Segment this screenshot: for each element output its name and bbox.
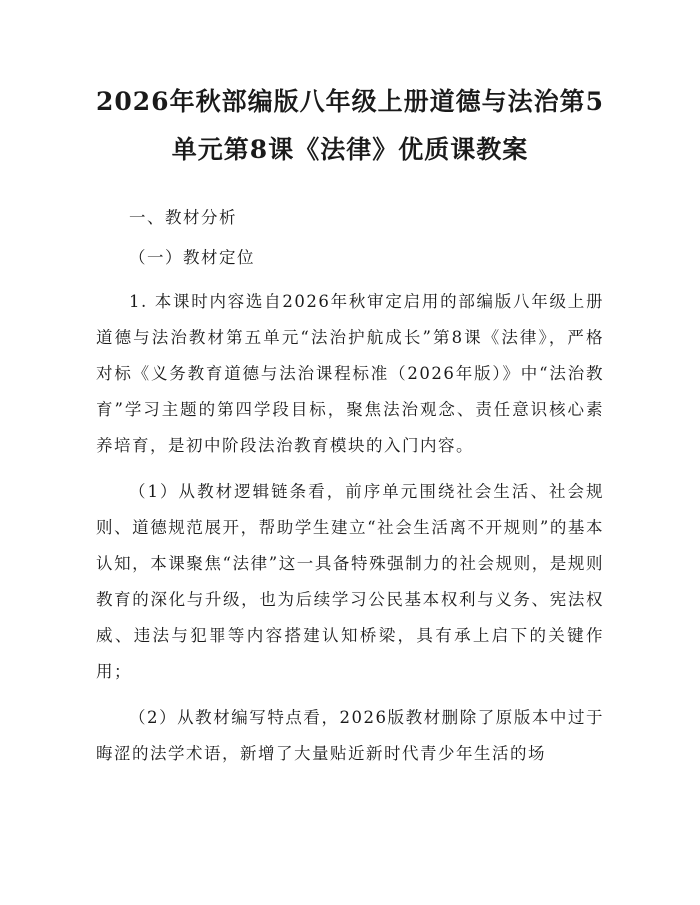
document-title <box>96 78 604 174</box>
subsection-heading: （一）教材定位 <box>129 248 255 267</box>
title-line-1: 2026年秋部编版八年级上册道德与法治第5 <box>96 87 604 116</box>
paragraph-3: （2）从教材编写特点看，2026版教材删除了原版本中过于晦涩的法学术语，新增了大量贴近新时代青少年生活的场 <box>96 708 604 763</box>
title-line-2: 单元第8课《法律》优质课教案 <box>171 135 529 164</box>
paragraph-2: （1）从教材逻辑链条看，前序单元围绕社会生活、社会规则、道德规范展开，帮助学生建立“社会生活离不开规则”的基本认知，本课聚焦“法律”这一具备特殊强制力的社会规则，是规则教育的深化与升级，也为后续学习公民基本权利与义务、宪法权威、违法与犯罪等内容搭建认知桥梁，具有承上启下的关键作用； <box>96 482 604 681</box>
document-body <box>96 200 604 772</box>
paragraph-1: 1. 本课时内容选自2026年秋审定启用的部编版八年级上册道德与法治教材第五单元“法治护航成长”第8课《法律》，严格对标《义务教育道德与法治课程标准（2026年版）》中“法治教育”学习主题的第四学段目标，聚焦法治观念、责任意识核心素养培育，是初中阶段法治教育模块的入门内容。 <box>96 292 604 455</box>
section-heading: 一、教材分析 <box>129 208 237 227</box>
